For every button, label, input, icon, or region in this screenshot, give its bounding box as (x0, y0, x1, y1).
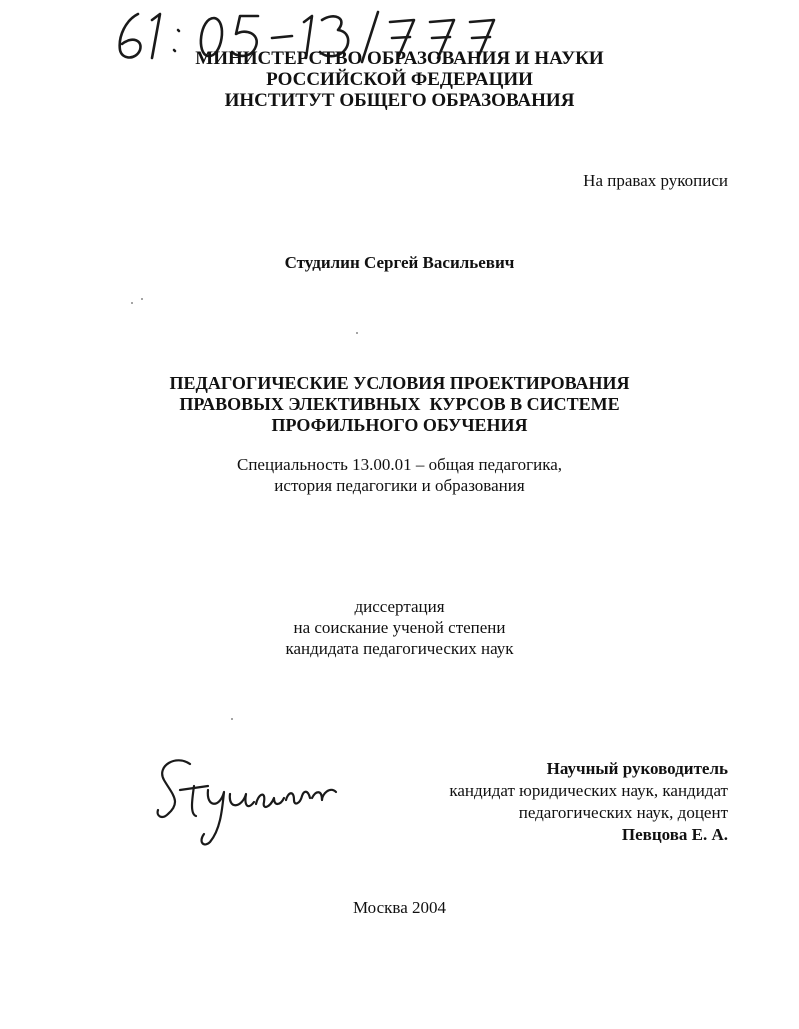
supervisor-heading: Научный руководитель (546, 759, 728, 778)
title-line: ПРАВОВЫХ ЭЛЕКТИВНЫХ КУРСОВ В СИСТЕМЕ (179, 394, 620, 414)
scan-speck (131, 302, 133, 304)
author-signature (150, 750, 350, 850)
header-line: МИНИСТЕРСТВО ОБРАЗОВАНИЯ И НАУКИ (195, 48, 604, 69)
supervisor-block (449, 758, 728, 846)
degree-line: кандидата педагогических наук (285, 639, 514, 658)
header-line: ИНСТИТУТ ОБЩЕГО ОБРАЗОВАНИЯ (224, 90, 575, 111)
title-line: ПРОФИЛЬНОГО ОБУЧЕНИЯ (271, 415, 528, 435)
supervisor-degree-line: педагогических наук, доцент (518, 803, 728, 822)
author-name: Студилин Сергей Васильевич (284, 253, 515, 272)
city-year: Москва 2004 (352, 898, 447, 917)
scan-speck (141, 298, 143, 300)
header-line: РОССИЙСКОЙ ФЕДЕРАЦИИ (266, 69, 533, 90)
degree-line: на соискание ученой степени (293, 618, 506, 637)
title-line: ПЕДАГОГИЧЕСКИЕ УСЛОВИЯ ПРОЕКТИРОВАНИЯ (169, 373, 630, 393)
dissertation-title (0, 373, 799, 436)
scan-speck (231, 718, 233, 720)
ministry-header (0, 48, 799, 111)
supervisor-name: Певцова Е. А. (621, 825, 728, 844)
scan-speck (356, 332, 358, 334)
supervisor-degree-line: кандидат юридических наук, кандидат (449, 781, 728, 800)
degree-line: диссертация (354, 597, 445, 616)
rights-note: На правах рукописи (583, 171, 728, 190)
specialty-line: Специальность 13.00.01 – общая педагогика, (237, 455, 562, 474)
specialty-line: история педагогики и образования (274, 476, 525, 495)
specialty (0, 454, 799, 496)
degree-statement (0, 596, 799, 659)
